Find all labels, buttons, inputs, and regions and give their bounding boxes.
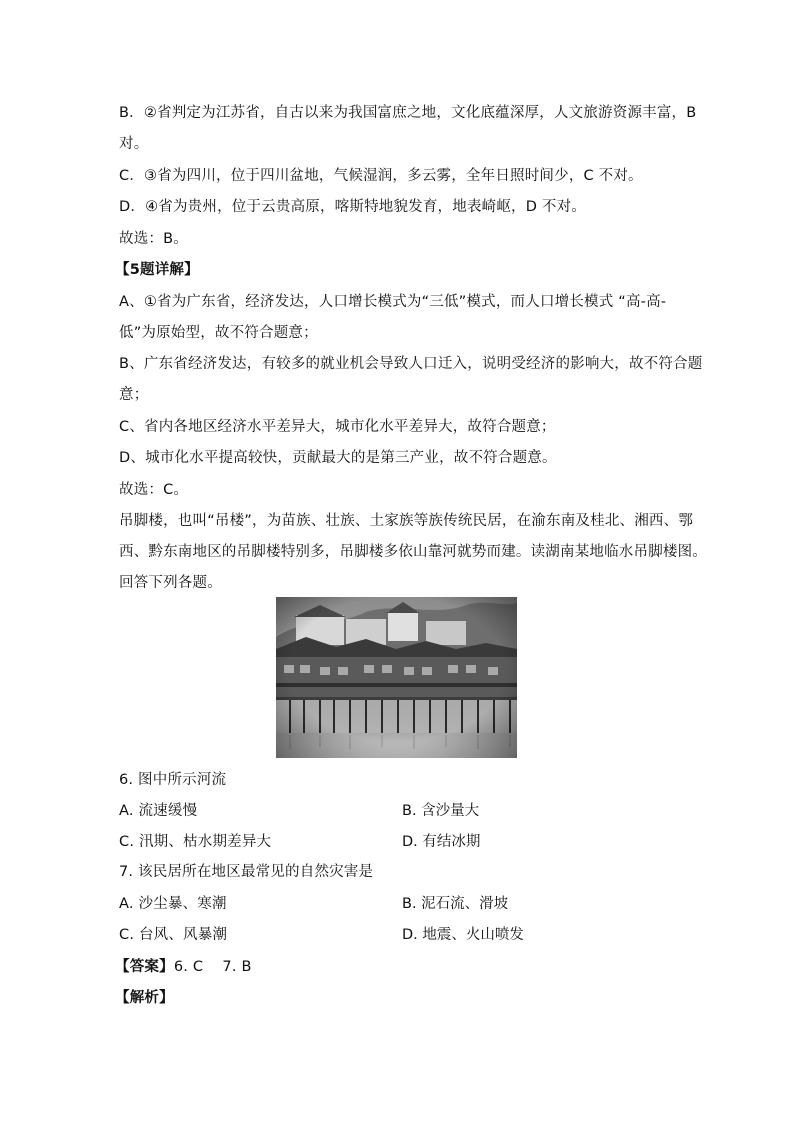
q6-stem: 6. 图中所示河流 xyxy=(119,772,227,788)
q7-option-d: D. 地震、火山喷发 xyxy=(402,927,524,943)
line-a5-1: A、①省为广东省，经济发达，人口增长模式为“三低”模式，而人口增长模式 “高-高- xyxy=(119,294,667,310)
q7-option-c: C. 台风、风暴潮 xyxy=(119,927,228,943)
line-b-2: 对。 xyxy=(119,136,149,152)
q6-option-c: C. 汛期、枯水期差异大 xyxy=(119,834,272,850)
q6-option-d: D. 有结冰期 xyxy=(402,834,481,850)
line-a5-2: 低”为原始型，故不符合题意； xyxy=(119,325,318,341)
q5-header: 【5题详解】 xyxy=(115,262,199,278)
line-d: D．④省为贵州，位于云贵高原，喀斯特地貌发育，地表崎岖，D 不对。 xyxy=(119,199,587,215)
q7-option-a: A. 沙尘暴、寒潮 xyxy=(119,896,227,912)
q6-option-b: B. 含沙量大 xyxy=(402,803,480,819)
q7-stem: 7. 该民居所在地区最常见的自然灾害是 xyxy=(119,864,374,880)
line-b-1: B．②省判定为江苏省，自古以来为我国富庶之地，文化底蕴深厚，人文旅游资源丰富，B xyxy=(119,105,697,121)
passage-line-3: 回答下列各题。 xyxy=(119,575,222,591)
answer-text: 6. C 7. B xyxy=(173,959,252,975)
q7-option-b: B. 泥石流、滑坡 xyxy=(402,896,509,912)
passage-line-1: 吊脚楼，也叫“吊楼”，为苗族、壮族、土家族等族传统民居，在渝东南及桂北、湘西、鄂 xyxy=(119,513,694,529)
line-c5: C、省内各地区经济水平差异大，城市化水平差异大，故符合题意； xyxy=(119,419,556,435)
line-b5-1: B、广东省经济发达，有较多的就业机会导致人口迁入，说明受经济的影响大，故不符合题 xyxy=(119,356,703,372)
passage-line-2: 西、黔东南地区的吊脚楼特别多，吊脚楼多依山靠河就势而建。读湖南某地临水吊脚楼图。 xyxy=(119,544,707,560)
stilt-house-illustration xyxy=(276,597,517,758)
stilt-house-photo xyxy=(276,597,517,758)
analysis-header: 【解析】 xyxy=(115,990,174,1006)
answer-line xyxy=(115,957,252,977)
line-c: C．③省为四川，位于四川盆地，气候湿润，多云雾，全年日照时间少，C 不对。 xyxy=(119,168,643,184)
line-choose-2: 故选：C。 xyxy=(119,482,189,498)
answer-label: 【答案】 xyxy=(115,959,174,975)
q6-option-a: A. 流速缓慢 xyxy=(119,803,198,819)
line-b5-2: 意； xyxy=(119,387,149,403)
line-choose-1: 故选：B。 xyxy=(119,231,188,247)
line-d5: D、城市化水平提高较快，贡献最大的是第三产业，故不符合题意。 xyxy=(119,450,557,466)
